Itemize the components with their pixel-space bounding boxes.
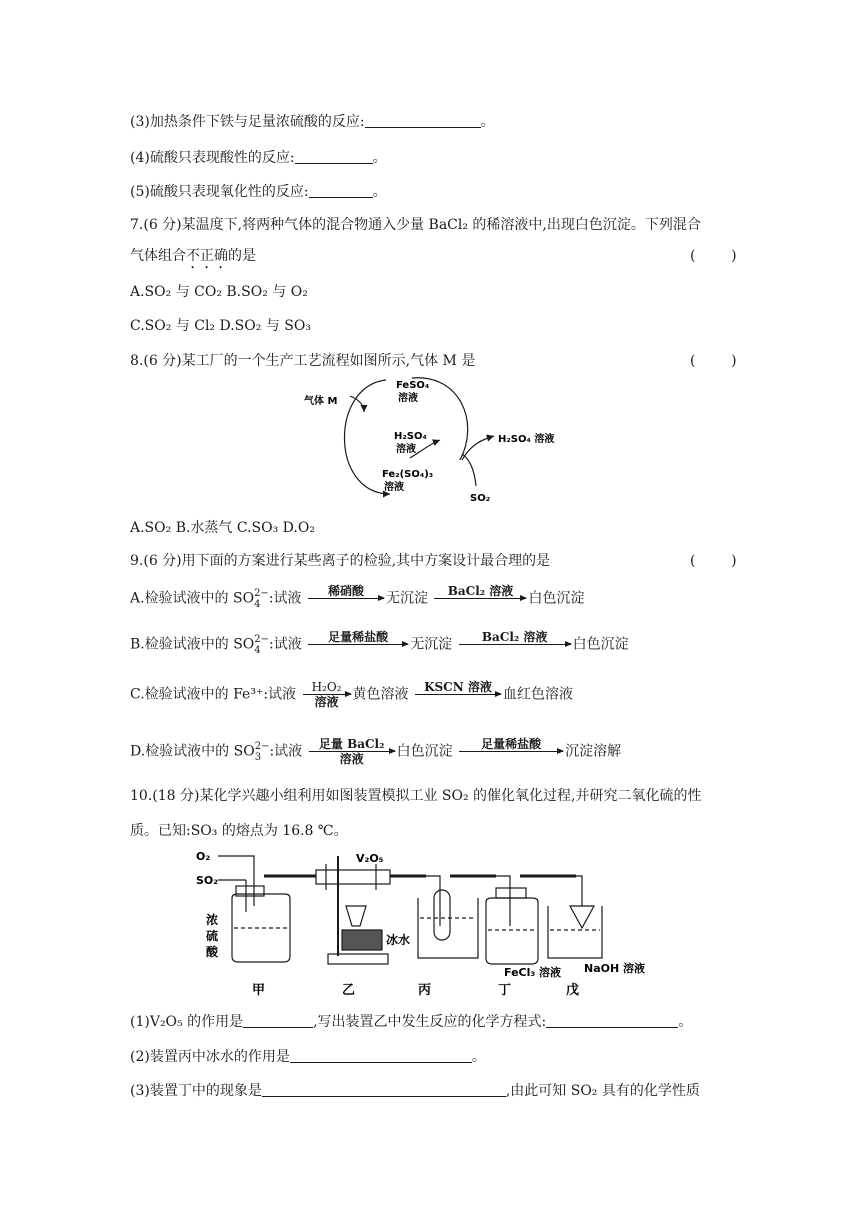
option-c-product-2: 血红色溶液 xyxy=(502,686,573,703)
naoh-label: NaOH 溶液 xyxy=(584,962,646,975)
o2-label: O₂ xyxy=(196,850,211,863)
h2so4-inner-solution-label: 溶液 xyxy=(396,444,416,455)
sulfite-ion-charge xyxy=(255,741,270,763)
arrow-bottom-label xyxy=(308,599,384,613)
ice-water-label: 冰水 xyxy=(386,933,411,947)
conc-label-2: 硫 xyxy=(206,929,219,943)
option-b-mid: :试液 xyxy=(269,636,302,653)
burner-block xyxy=(342,930,382,950)
ion-sub: 4 xyxy=(254,598,261,610)
q7-answer-paren[interactable]: ( ) xyxy=(690,248,737,264)
delivery-tube xyxy=(496,876,510,926)
so2-label: SO₂ xyxy=(196,874,219,887)
arrow-top-label: 足量稀盐酸 xyxy=(481,737,542,751)
q10-sub-2-text: (2)装置丙中冰水的作用是 xyxy=(130,1049,290,1065)
bottle-ding xyxy=(486,898,538,964)
arrow-bottom-label xyxy=(308,645,408,659)
q9-option-d xyxy=(130,737,621,766)
sulfate-ion-charge xyxy=(254,634,269,656)
o2-inlet-tube xyxy=(218,856,254,906)
q6-item-5-text: (5)硫酸只表现氧化性的反应: xyxy=(130,184,309,200)
option-a-product-2: 白色沉淀 xyxy=(528,590,585,607)
q8-stem: 8.(6 分)某工厂的一个生产工艺流程如图所示,气体 M 是 xyxy=(130,353,476,369)
arrow-bar xyxy=(415,694,501,695)
q9-option-b xyxy=(130,630,629,659)
q7-options-ab: A.SO₂ 与 CO₂ B.SO₂ 与 O₂ xyxy=(130,284,308,300)
option-a-prefix: A.检验试液中的 SO xyxy=(130,590,255,607)
arrow-bottom-label: 溶液 xyxy=(339,752,364,766)
ion-sup: 2− xyxy=(254,740,270,752)
period: 。 xyxy=(372,150,387,166)
conc-label-1: 浓 xyxy=(206,913,219,927)
q6-item-3-text: (3)加热条件下铁与足量浓硫酸的反应: xyxy=(130,114,365,130)
fe2so43-solution-label: 溶液 xyxy=(384,482,404,493)
period: 。 xyxy=(471,1049,486,1065)
reaction-arrow xyxy=(308,584,384,613)
q10-sub-1-text-b: ,写出装置乙中发生反应的化学方程式: xyxy=(313,1014,547,1030)
funnel xyxy=(570,906,594,928)
reaction-arrow xyxy=(415,680,501,709)
arrow-top-label: BaCl₂ 溶液 xyxy=(447,584,514,598)
label-jia: 甲 xyxy=(252,983,266,998)
reaction-arrow xyxy=(459,630,571,659)
q10-apparatus-diagram xyxy=(196,846,664,1002)
arrow-top-label: 足量 BaCl₂ xyxy=(318,737,385,751)
feso4-label: FeSO₄ xyxy=(396,380,430,391)
fecl3-label: FeCl₃ 溶液 xyxy=(504,966,562,979)
gas-m-label: 气体 M xyxy=(304,396,338,407)
arrow-bottom-label xyxy=(459,752,563,766)
label-wu: 戊 xyxy=(566,983,580,998)
beaker-bing xyxy=(418,898,478,958)
reaction-arrow xyxy=(309,737,395,766)
reaction-tube xyxy=(316,870,390,884)
ion-sup: 2− xyxy=(254,633,270,645)
feso4-solution-label: 溶液 xyxy=(398,393,418,404)
beaker-wu xyxy=(548,906,602,958)
arrow-bottom-label: 溶液 xyxy=(314,695,339,709)
arrow-top-label: KSCN 溶液 xyxy=(424,680,492,694)
v2o5-label: V₂O₅ xyxy=(356,852,384,865)
label-ding: 丁 xyxy=(498,983,512,998)
answer-blank[interactable] xyxy=(243,1013,313,1028)
arrow-bar xyxy=(459,751,563,752)
arrow-top-label: 足量稀盐酸 xyxy=(328,630,389,644)
q6-item-5 xyxy=(130,182,387,202)
answer-blank[interactable] xyxy=(290,1048,472,1063)
so2-arrow xyxy=(462,454,476,486)
test-tube xyxy=(434,890,450,940)
q10-sub-2 xyxy=(130,1047,486,1067)
arrow-bar xyxy=(434,598,526,599)
arrow-top-label: 稀硝酸 xyxy=(328,584,365,598)
q7-stem-part: 的是 xyxy=(228,248,256,264)
ion-sub: 4 xyxy=(254,644,261,656)
option-a-mid: :试液 xyxy=(268,590,302,607)
q6-item-4-text: (4)硫酸只表现酸性的反应: xyxy=(130,150,295,166)
period: 。 xyxy=(678,1014,693,1030)
option-d-product-1: 白色沉淀 xyxy=(396,743,453,760)
option-a-product-1: 无沉淀 xyxy=(386,590,429,607)
arrow-bar xyxy=(459,644,571,645)
q7-emphasis-text: 不正确 xyxy=(186,248,228,264)
so2-label: SO₂ xyxy=(470,493,491,504)
fe2so43-label: Fe₂(SO₄)₃ xyxy=(382,469,434,480)
period: 。 xyxy=(480,114,495,130)
answer-blank[interactable] xyxy=(295,149,373,164)
answer-blank[interactable] xyxy=(546,1013,678,1028)
q10-sub-1-text-a: (1)V₂O₅ 的作用是 xyxy=(130,1014,244,1030)
option-d-prefix: D.检验试液中的 SO xyxy=(130,743,255,760)
period: 。 xyxy=(372,184,387,200)
sulfate-ion-charge xyxy=(254,588,269,610)
q10-stem-line2: 质。已知:SO₃ 的熔点为 16.8 ℃。 xyxy=(130,823,348,839)
option-d-product-2: 沉淀溶解 xyxy=(565,743,622,760)
q10-sub-1 xyxy=(130,1012,692,1032)
option-b-product-2: 白色沉淀 xyxy=(572,636,629,653)
bottle-ding-cap xyxy=(496,888,526,898)
q8-options: A.SO₂ B.水蒸气 C.SO₃ D.O₂ xyxy=(130,520,315,536)
q7-stem: 7.(6 分)某温度下,将两种气体的混合物通入少量 BaCl₂ 的稀溶液中,出现白色沉淀。下列混合 xyxy=(130,217,701,233)
reaction-arrow xyxy=(459,737,563,766)
q7-stem-part: 气体组合 xyxy=(130,248,186,264)
arrow-top-label: BaCl₂ 溶液 xyxy=(481,630,548,644)
arrow-bar xyxy=(309,751,395,752)
reaction-arrow xyxy=(434,584,526,613)
q9-stem: 9.(6 分)用下面的方案进行某些离子的检验,其中方案设计最合理的是 xyxy=(130,553,551,569)
arrow-bar xyxy=(308,598,384,599)
q7-options-cd: C.SO₂ 与 Cl₂ D.SO₂ 与 SO₃ xyxy=(130,318,311,334)
label-bing: 丙 xyxy=(418,983,432,998)
ion-sub: 3 xyxy=(254,751,262,763)
arrow-bottom-label xyxy=(415,695,501,709)
reaction-arrow xyxy=(308,630,408,659)
q6-item-4 xyxy=(130,148,387,168)
option-b-product-1: 无沉淀 xyxy=(410,636,453,653)
q10-sub-3-text-b: ,由此可知 SO₂ 具有的化学性质 xyxy=(505,1083,700,1099)
arrow-bottom-label xyxy=(459,645,571,659)
arrow-bar xyxy=(308,644,408,645)
q9-answer-paren[interactable]: ( ) xyxy=(690,553,737,569)
bottle-jia xyxy=(232,894,290,962)
conc-label-3: 酸 xyxy=(206,945,219,959)
ion-sup: 2− xyxy=(254,587,269,599)
h2so4-out-label: H₂SO₄ 溶液 xyxy=(498,434,555,445)
answer-blank[interactable] xyxy=(309,183,373,198)
answer-blank[interactable] xyxy=(262,1082,506,1097)
q9-option-a xyxy=(130,584,584,613)
option-d-mid: :试液 xyxy=(269,743,303,760)
delivery-tube xyxy=(576,876,582,906)
reaction-arrow xyxy=(303,680,351,709)
q8-answer-paren[interactable]: ( ) xyxy=(690,353,737,369)
arrow-bottom-label xyxy=(434,599,526,613)
q7-stem-line2 xyxy=(130,246,256,272)
option-c-product-1: 黄色溶液 xyxy=(352,686,409,703)
answer-blank[interactable] xyxy=(365,113,481,128)
q8-flow-diagram xyxy=(290,374,600,510)
q10-stem: 10.(18 分)某化学兴趣小组利用如图装置模拟工业 SO₂ 的催化氧化过程,并研究二氧化硫的性 xyxy=(130,788,702,804)
q6-item-3 xyxy=(130,112,495,132)
option-c-prefix: C.检验试液中的 Fe³⁺:试液 xyxy=(130,686,297,703)
arrow-top-label: H₂O₂ xyxy=(311,680,342,694)
q10-sub-3-text-a: (3)装置丁中的现象是 xyxy=(130,1083,262,1099)
q10-sub-3 xyxy=(130,1081,700,1101)
label-yi: 乙 xyxy=(342,983,356,998)
arrow-bar xyxy=(303,694,351,695)
option-b-prefix: B.检验试液中的 SO xyxy=(130,636,255,653)
burner-flame xyxy=(346,906,366,926)
h2so4-inner-label: H₂SO₄ xyxy=(394,431,427,442)
q9-option-c xyxy=(130,680,573,709)
